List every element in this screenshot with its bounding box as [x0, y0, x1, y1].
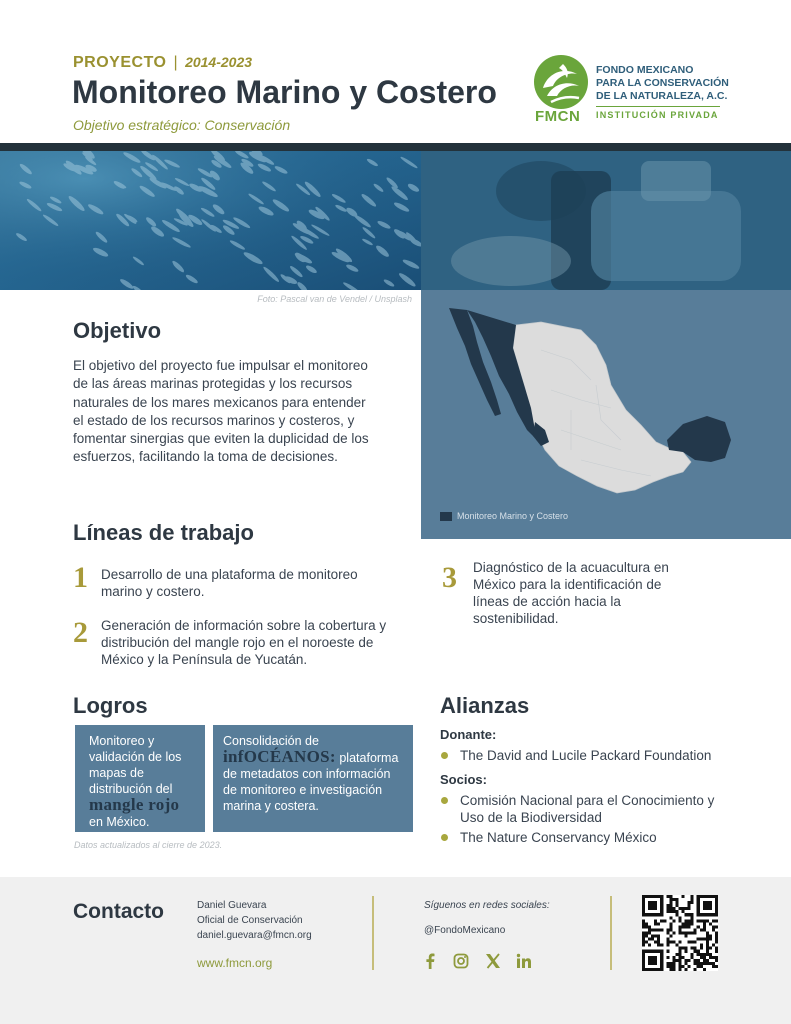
qr-module — [706, 935, 709, 938]
logo-name — [596, 64, 736, 103]
page-subtitle: Objetivo estratégico: Conservación — [73, 117, 291, 133]
qr-module — [675, 904, 678, 907]
qr-module — [691, 956, 694, 959]
qr-module — [715, 931, 718, 934]
logro-box-2 — [213, 725, 413, 832]
qr-module — [691, 941, 694, 944]
qr-module — [688, 907, 691, 910]
qr-module — [703, 968, 706, 971]
qr-module — [691, 895, 694, 898]
qr-module — [660, 928, 663, 931]
header — [0, 0, 791, 143]
qr-module — [706, 947, 709, 950]
qr-module — [654, 935, 657, 938]
qr-module — [685, 947, 688, 950]
qr-module — [700, 962, 703, 965]
qr-module — [666, 965, 669, 968]
qr-module — [712, 944, 715, 947]
qr-module — [715, 919, 718, 922]
qr-module — [669, 968, 672, 971]
qr-module — [682, 965, 685, 968]
qr-module — [648, 901, 657, 910]
qr-module — [654, 919, 657, 922]
qr-module — [657, 922, 660, 925]
project-separator: | — [173, 54, 179, 71]
donante-item — [440, 747, 740, 764]
qr-module — [675, 910, 678, 913]
qr-module — [682, 931, 685, 934]
qr-module — [694, 959, 697, 962]
qr-module — [712, 962, 715, 965]
line-item-2: Generación de información sobre la cobertura y distribución del mangle rojo en el noroeste de México y la Península de Yucatán. — [101, 618, 387, 667]
instagram-icon[interactable] — [453, 953, 469, 973]
qr-module — [703, 922, 706, 925]
qr-module — [654, 941, 657, 944]
qr-module — [706, 919, 709, 922]
qr-module — [706, 950, 709, 953]
qr-module — [678, 931, 681, 934]
qr-module — [712, 956, 715, 959]
qr-module — [697, 938, 700, 941]
qr-module — [651, 935, 654, 938]
qr-module — [706, 931, 709, 934]
bullet-dot — [441, 752, 448, 759]
logro-1-pre: Monitoreo y validación de los mapas de distribución del — [89, 734, 182, 796]
qr-module — [675, 959, 678, 962]
qr-module — [685, 931, 688, 934]
qr-module — [709, 938, 712, 941]
qr-module — [682, 925, 685, 928]
qr-module — [666, 950, 669, 953]
project-label — [73, 54, 252, 72]
qr-module — [682, 947, 685, 950]
qr-module — [694, 928, 697, 931]
qr-module — [691, 901, 694, 904]
qr-module — [709, 962, 712, 965]
line-number-3: 3 — [442, 561, 457, 594]
qr-module — [669, 901, 672, 904]
donante-name: The David and Lucile Packard Foundation — [460, 748, 712, 763]
qr-module — [688, 913, 691, 916]
qr-module — [682, 922, 685, 925]
qr-module — [688, 904, 691, 907]
qr-module — [700, 919, 703, 922]
qr-module — [678, 947, 681, 950]
qr-module — [682, 907, 685, 910]
qr-module — [715, 941, 718, 944]
line-item-1: Desarrollo de una plataforma de monitoreo marino y costero. — [101, 567, 358, 599]
qr-module — [669, 910, 672, 913]
bullet-dot — [441, 797, 448, 804]
qr-module — [669, 965, 672, 968]
qr-module — [672, 910, 675, 913]
diver-illustration — [421, 151, 791, 290]
footer-divider-1 — [372, 896, 374, 970]
qr-module — [678, 968, 681, 971]
qr-module — [678, 928, 681, 931]
logros-heading: Logros — [73, 693, 148, 718]
page-title: Monitoreo Marino y Costero — [72, 74, 497, 110]
qr-module — [703, 928, 706, 931]
qr-module — [685, 959, 688, 962]
lineas-heading: Líneas de trabajo — [73, 520, 254, 545]
qr-module — [691, 916, 694, 919]
qr-module — [678, 965, 681, 968]
logo-tagline: INSTITUCIÓN PRIVADA — [596, 110, 719, 120]
qr-module — [642, 922, 645, 925]
qr-module — [685, 922, 688, 925]
qr-module — [685, 962, 688, 965]
qr-module — [685, 968, 688, 971]
qr-module — [703, 901, 712, 910]
photo-band-top — [0, 143, 791, 151]
qr-module — [675, 913, 678, 916]
qr-module — [709, 922, 712, 925]
qr-module — [703, 919, 706, 922]
qr-module — [645, 935, 648, 938]
qr-module — [666, 928, 669, 931]
objetivo-heading: Objetivo — [73, 318, 162, 343]
qr-module — [700, 944, 703, 947]
contact-heading: Contacto — [73, 900, 164, 923]
qr-module — [672, 959, 675, 962]
qr-module — [672, 931, 675, 934]
qr-module — [688, 965, 691, 968]
qr-module — [712, 928, 715, 931]
qr-module — [666, 938, 669, 941]
qr-module — [700, 956, 703, 959]
qr-module — [672, 962, 675, 965]
qr-module — [706, 944, 709, 947]
qr-module — [703, 962, 706, 965]
qr-module — [691, 919, 694, 922]
qr-module — [706, 953, 709, 956]
qr-module — [715, 959, 718, 962]
qr-module — [645, 931, 648, 934]
qr-module — [709, 953, 712, 956]
facebook-icon[interactable] — [424, 953, 436, 973]
line-item-3: Diagnóstico de la acuacultura en México para la identificación de líneas de acción hacia la sostenibilidad. — [473, 560, 669, 626]
x-icon[interactable] — [485, 953, 501, 973]
qr-module — [648, 938, 651, 941]
line-number-1: 1 — [73, 561, 88, 594]
qr-module — [678, 950, 681, 953]
logro-2-highlight: infOCÉANOS: — [223, 747, 336, 766]
socio-item-1 — [440, 792, 740, 826]
qr-module — [642, 931, 645, 934]
qr-module — [657, 941, 660, 944]
qr-module — [678, 916, 681, 919]
qr-module — [642, 938, 645, 941]
qr-module — [700, 928, 703, 931]
qr-module — [688, 901, 691, 904]
qr-module — [666, 904, 669, 907]
qr-module — [654, 922, 657, 925]
qr-module — [672, 898, 675, 901]
diver-photo — [421, 151, 791, 290]
qr-module — [697, 965, 700, 968]
qr-module — [709, 956, 712, 959]
qr-module — [678, 956, 681, 959]
qr-module — [715, 938, 718, 941]
qr-module — [697, 953, 700, 956]
qr-module — [669, 941, 672, 944]
qr-module — [678, 953, 681, 956]
qr-module — [691, 947, 694, 950]
contact-email[interactable]: daniel.guevara@fmcn.org — [197, 930, 312, 941]
qr-module — [685, 907, 688, 910]
qr-module — [657, 944, 660, 947]
qr-module — [648, 944, 651, 947]
qr-module — [712, 925, 715, 928]
mexico-map — [421, 290, 791, 539]
qr-module — [654, 928, 657, 931]
qr-module — [691, 922, 694, 925]
qr-module — [715, 925, 718, 928]
qr-module — [694, 947, 697, 950]
logro-1-highlight: mangle rojo — [89, 795, 180, 814]
logro-2-post: plataforma de metadatos con información de monitoreo e investigación marina y costera. — [223, 751, 399, 813]
qr-module — [694, 941, 697, 944]
qr-module — [678, 907, 681, 910]
qr-code[interactable] — [642, 895, 718, 971]
logo-line-3: DE LA NATURALEZA, A.C. — [596, 90, 728, 102]
qr-module — [697, 950, 700, 953]
qr-module — [703, 938, 706, 941]
line-number-2: 2 — [73, 616, 88, 649]
qr-module — [685, 935, 688, 938]
qr-module — [642, 919, 645, 922]
qr-module — [672, 968, 675, 971]
qr-module — [682, 910, 685, 913]
mexico-map-panel — [421, 290, 791, 539]
qr-module — [675, 898, 678, 901]
qr-module — [657, 928, 660, 931]
qr-module — [688, 919, 691, 922]
qr-module — [697, 919, 700, 922]
qr-module — [678, 959, 681, 962]
qr-module — [666, 944, 669, 947]
logo-line-1: FONDO MEXICANO — [596, 64, 694, 76]
logro-2-pre: Consolidación de — [223, 734, 319, 748]
qr-module — [697, 959, 700, 962]
qr-module — [660, 944, 663, 947]
qr-module — [691, 931, 694, 934]
qr-module — [666, 910, 669, 913]
qr-module — [669, 962, 672, 965]
qr-module — [706, 959, 709, 962]
qr-module — [691, 898, 694, 901]
qr-module — [700, 953, 703, 956]
donante-label: Donante: — [440, 727, 497, 742]
qr-module — [703, 925, 706, 928]
logo-divider — [596, 106, 720, 107]
qr-module — [682, 956, 685, 959]
qr-module — [642, 941, 645, 944]
qr-module — [675, 944, 678, 947]
website-link[interactable]: www.fmcn.org — [197, 956, 273, 970]
qr-module — [688, 941, 691, 944]
qr-module — [706, 962, 709, 965]
qr-module — [669, 922, 672, 925]
qr-module — [645, 941, 648, 944]
qr-module — [688, 931, 691, 934]
qr-module — [657, 935, 660, 938]
qr-module — [685, 919, 688, 922]
qr-module — [672, 907, 675, 910]
qr-module — [657, 938, 660, 941]
qr-module — [648, 928, 651, 931]
qr-module — [700, 965, 703, 968]
qr-module — [691, 913, 694, 916]
map-legend — [440, 511, 568, 521]
contact-role: Oficial de Conservación — [197, 915, 303, 926]
fmcn-logo-icon — [533, 54, 589, 110]
objetivo-text: El objetivo del proyecto fue impulsar el monitoreo de las áreas marinas protegidas y los recursos naturales de los mares mexicanos para entender el estado de los recursos marinos y costeros, y fomentar sinergias que eviten la duplicidad de los esfuerzos, facilitando la toma de decisiones. — [73, 358, 369, 465]
project-word: PROYECTO — [73, 54, 167, 71]
qr-module — [703, 959, 706, 962]
logo-abbreviation: FMCN — [535, 108, 581, 125]
qr-module — [651, 928, 654, 931]
qr-module — [660, 919, 663, 922]
qr-module — [694, 950, 697, 953]
data-note: Datos actualizados al cierre de 2023. — [74, 840, 223, 850]
qr-code-icon — [642, 895, 718, 971]
qr-module — [648, 956, 657, 965]
qr-module — [669, 935, 672, 938]
qr-module — [645, 922, 648, 925]
qr-module — [712, 919, 715, 922]
project-years: 2014-2023 — [185, 54, 253, 70]
social-handle[interactable]: @FondoMexicano — [424, 925, 506, 936]
qr-module — [672, 965, 675, 968]
fish-school-illustration — [0, 151, 421, 290]
bullet-dot — [441, 834, 448, 841]
qr-module — [688, 959, 691, 962]
socios-label: Socios: — [440, 772, 487, 787]
qr-module — [669, 928, 672, 931]
qr-module — [700, 938, 703, 941]
legend-swatch — [440, 512, 452, 521]
contact-details — [197, 898, 312, 943]
footer-divider-2 — [610, 896, 612, 970]
qr-module — [669, 925, 672, 928]
qr-module — [672, 941, 675, 944]
qr-module — [709, 935, 712, 938]
qr-module — [694, 962, 697, 965]
qr-module — [694, 968, 697, 971]
qr-module — [691, 953, 694, 956]
qr-module — [666, 895, 669, 898]
qr-module — [648, 925, 651, 928]
logro-1-post: en México. — [89, 815, 150, 829]
qr-module — [688, 922, 691, 925]
qr-module — [697, 962, 700, 965]
qr-module — [642, 925, 645, 928]
socio-name-1: Comisión Nacional para el Conocimiento y Uso de la Biodiversidad — [460, 793, 715, 825]
qr-module — [685, 913, 688, 916]
qr-module — [675, 953, 678, 956]
socio-name-2: The Nature Conservancy México — [460, 830, 657, 845]
qr-module — [715, 935, 718, 938]
qr-module — [682, 895, 685, 898]
social-label: Síguenos en redes sociales: — [424, 900, 550, 911]
qr-module — [666, 962, 669, 965]
fish-school-photo — [0, 151, 421, 290]
qr-module — [685, 925, 688, 928]
linkedin-icon[interactable] — [516, 953, 532, 973]
qr-module — [666, 907, 669, 910]
qr-module — [672, 919, 675, 922]
qr-module — [706, 938, 709, 941]
qr-module — [694, 931, 697, 934]
qr-module — [715, 956, 718, 959]
qr-module — [651, 938, 654, 941]
qr-module — [648, 931, 651, 934]
qr-module — [669, 895, 672, 898]
qr-module — [715, 950, 718, 953]
qr-module — [688, 925, 691, 928]
photo-credit: Foto: Pascal van de Vendel / Unsplash — [257, 294, 412, 304]
legend-label: Monitoreo Marino y Costero — [457, 511, 569, 521]
qr-module — [663, 919, 666, 922]
qr-module — [678, 962, 681, 965]
qr-module — [672, 956, 675, 959]
qr-module — [669, 907, 672, 910]
qr-module — [669, 898, 672, 901]
qr-module — [675, 901, 678, 904]
qr-module — [645, 925, 648, 928]
qr-module — [666, 956, 669, 959]
qr-module — [678, 925, 681, 928]
qr-module — [706, 941, 709, 944]
qr-module — [666, 931, 669, 934]
qr-module — [642, 944, 645, 947]
qr-module — [712, 965, 715, 968]
qr-module — [642, 935, 645, 938]
qr-module — [678, 941, 681, 944]
qr-module — [703, 953, 706, 956]
qr-module — [715, 965, 718, 968]
logro-box-1 — [75, 725, 205, 832]
qr-module — [669, 904, 672, 907]
qr-module — [697, 925, 700, 928]
qr-module — [703, 956, 706, 959]
socio-item-2 — [440, 829, 740, 846]
qr-module — [685, 950, 688, 953]
mexico-mainland — [513, 322, 691, 493]
qr-module — [669, 916, 672, 919]
contact-name: Daniel Guevara — [197, 900, 267, 911]
qr-module — [666, 941, 669, 944]
logo-line-2: PARA LA CONSERVACIÓN — [596, 77, 729, 89]
qr-module — [700, 947, 703, 950]
alianzas-heading: Alianzas — [440, 693, 530, 718]
qr-module — [709, 947, 712, 950]
qr-module — [678, 919, 681, 922]
qr-module — [715, 947, 718, 950]
